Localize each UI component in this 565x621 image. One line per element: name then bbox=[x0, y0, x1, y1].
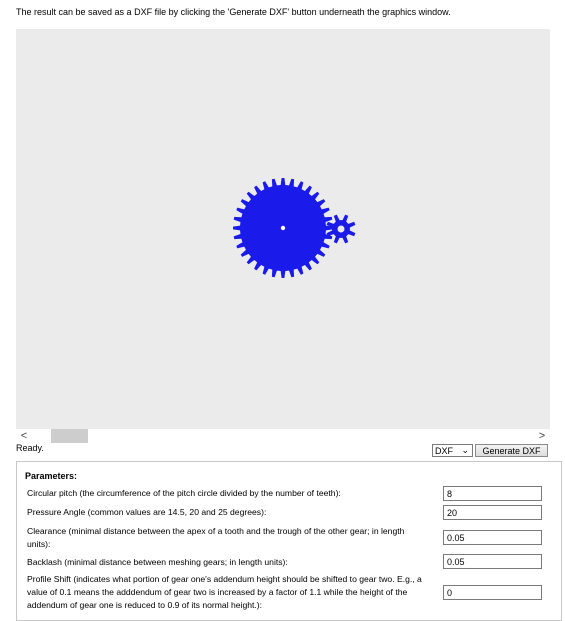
backlash-input[interactable] bbox=[443, 554, 542, 569]
profile-shift-label: Profile Shift (indicates what portion of gear one's addendum height should be shifted to gear two. E.g., a value of 0.1 means the adddendum of gear two is increased by a factor of 1.1 while the height of the addendum of gear one is reduced to 0.9 of its normal height.): bbox=[27, 574, 422, 610]
backlash-label: Backlash (minimal distance between meshing gears; in length units): bbox=[27, 557, 288, 567]
gear-drawing bbox=[16, 29, 550, 429]
chevron-down-icon: ⌄ bbox=[461, 445, 469, 455]
profile-shift-input[interactable] bbox=[443, 585, 542, 600]
circular-pitch-label: Circular pitch (the circumference of the pitch circle divided by the number of teeth): bbox=[27, 488, 341, 498]
format-select-value: DXF bbox=[435, 446, 453, 456]
format-select[interactable] bbox=[432, 444, 473, 457]
gear-one-center-hole bbox=[281, 226, 285, 230]
clearance-label: Clearance (minimal distance between the apex of a tooth and the trough of the other gear; in length units): bbox=[27, 526, 405, 549]
intro-text: The result can be saved as a DXF file by clicking the 'Generate DXF' button underneath the graphics window. bbox=[16, 7, 451, 17]
chevron-right-icon[interactable]: > bbox=[538, 430, 546, 442]
graphics-window[interactable] bbox=[16, 29, 550, 429]
scroll-thumb[interactable] bbox=[51, 429, 88, 443]
circular-pitch-input[interactable] bbox=[443, 486, 542, 501]
gear-two-center-hole bbox=[338, 226, 345, 233]
chevron-left-icon[interactable]: < bbox=[20, 430, 28, 442]
status-text: Ready. bbox=[16, 443, 44, 453]
pressure-angle-input[interactable] bbox=[443, 505, 542, 520]
horizontal-scrollbar[interactable] bbox=[16, 429, 550, 443]
clearance-input[interactable] bbox=[443, 530, 542, 545]
pressure-angle-label: Pressure Angle (common values are 14.5, 20 and 25 degrees): bbox=[27, 507, 267, 517]
generate-dxf-button[interactable]: Generate DXF bbox=[475, 444, 548, 457]
parameters-title: Parameters: bbox=[25, 471, 78, 481]
parameters-panel bbox=[16, 461, 562, 621]
